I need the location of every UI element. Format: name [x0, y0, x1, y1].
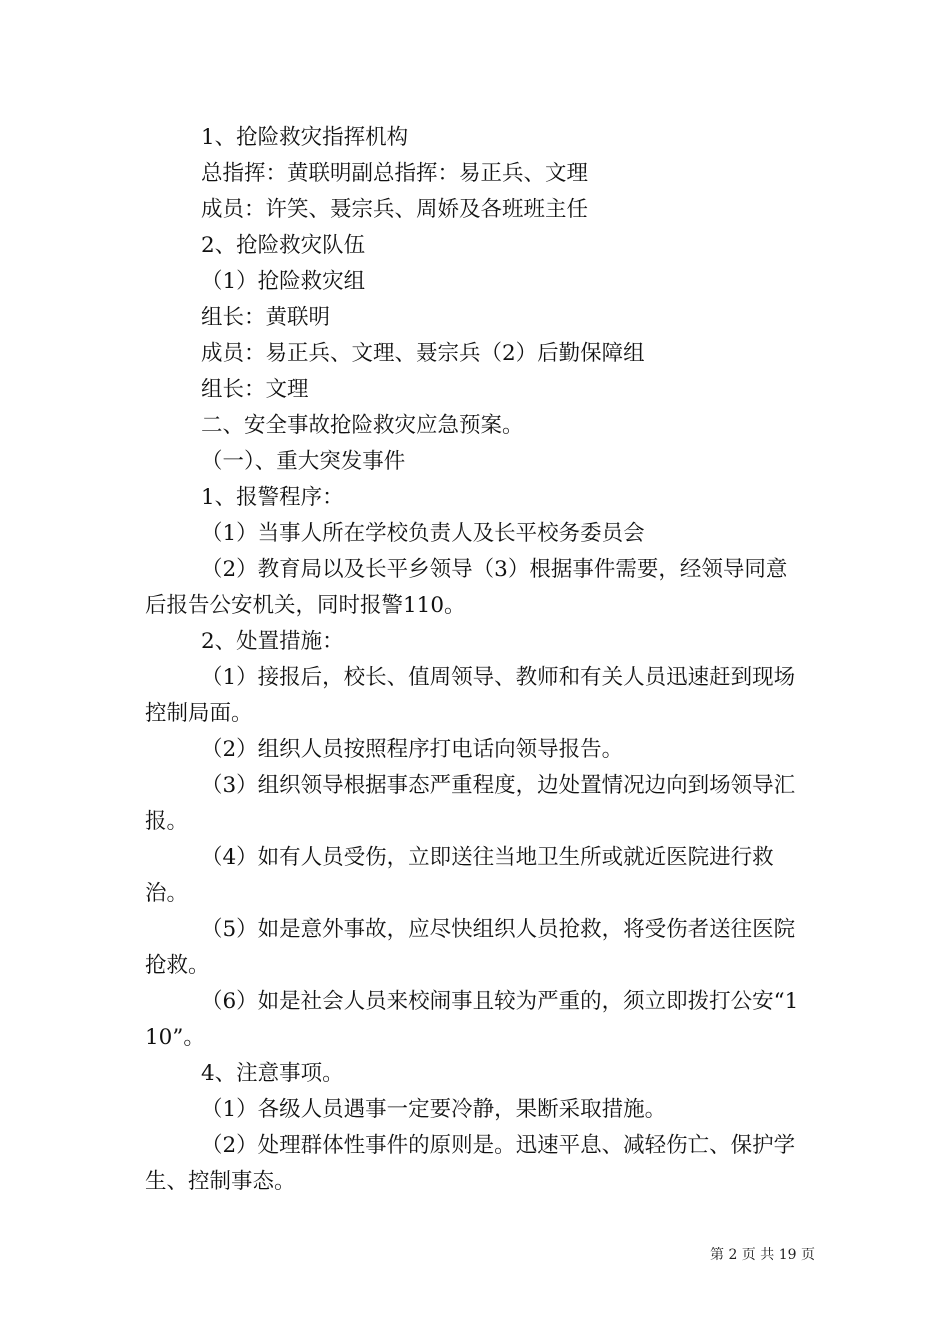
paragraph: 成员：许笑、聂宗兵、周娇及各班班主任	[201, 197, 589, 222]
paragraph: 总指挥：黄联明副总指挥：易正兵、文理	[201, 161, 589, 186]
paragraph: 组长：文理	[201, 377, 309, 402]
paragraph: 2、处置措施：	[201, 629, 344, 654]
page-number-footer: 第 2 页 共 19 页	[710, 1247, 815, 1263]
paragraph: （1）抢险救灾组	[201, 269, 366, 294]
paragraph: （1）接报后，校长、值周领导、教师和有关人员迅速赶到现场控制局面。	[145, 665, 796, 726]
paragraph: 1、抢险救灾指挥机构	[201, 125, 409, 150]
paragraph: （2）教育局以及长平乡领导（3）根据事件需要，经领导同意后报告公安机关，同时报警110。	[145, 557, 788, 618]
paragraph: （1）各级人员遇事一定要冷静，果断采取措施。	[201, 1097, 667, 1122]
paragraph: （2）处理群体性事件的原则是。迅速平息、减轻伤亡、保护学生、控制事态。	[145, 1133, 796, 1194]
paragraph: （一）、重大突发事件	[201, 449, 406, 474]
paragraph: （2）组织人员按照程序打电话向领导报告。	[201, 737, 624, 762]
paragraph: 1、报警程序：	[201, 485, 344, 510]
paragraph: 4、注意事项。	[201, 1061, 344, 1086]
paragraph: （3）组织领导根据事态严重程度，边处置情况边向到场领导汇报。	[145, 773, 796, 834]
paragraph: （6）如是社会人员来校闹事且较为严重的，须立即拨打公安“110”。	[145, 989, 799, 1050]
document-body	[145, 120, 805, 1200]
paragraph: 成员：易正兵、文理、聂宗兵（2）后勤保障组	[201, 341, 645, 366]
paragraph: （5）如是意外事故，应尽快组织人员抢救，将受伤者送往医院抢救。	[145, 917, 796, 978]
paragraph: 组长：黄联明	[201, 305, 331, 330]
paragraph: （1）当事人所在学校负责人及长平校务委员会	[201, 521, 645, 546]
paragraph: （4）如有人员受伤，立即送往当地卫生所或就近医院进行救治。	[145, 845, 774, 906]
paragraph: 二、安全事故抢险救灾应急预案。	[201, 413, 524, 438]
paragraph: 2、抢险救灾队伍	[201, 233, 366, 258]
